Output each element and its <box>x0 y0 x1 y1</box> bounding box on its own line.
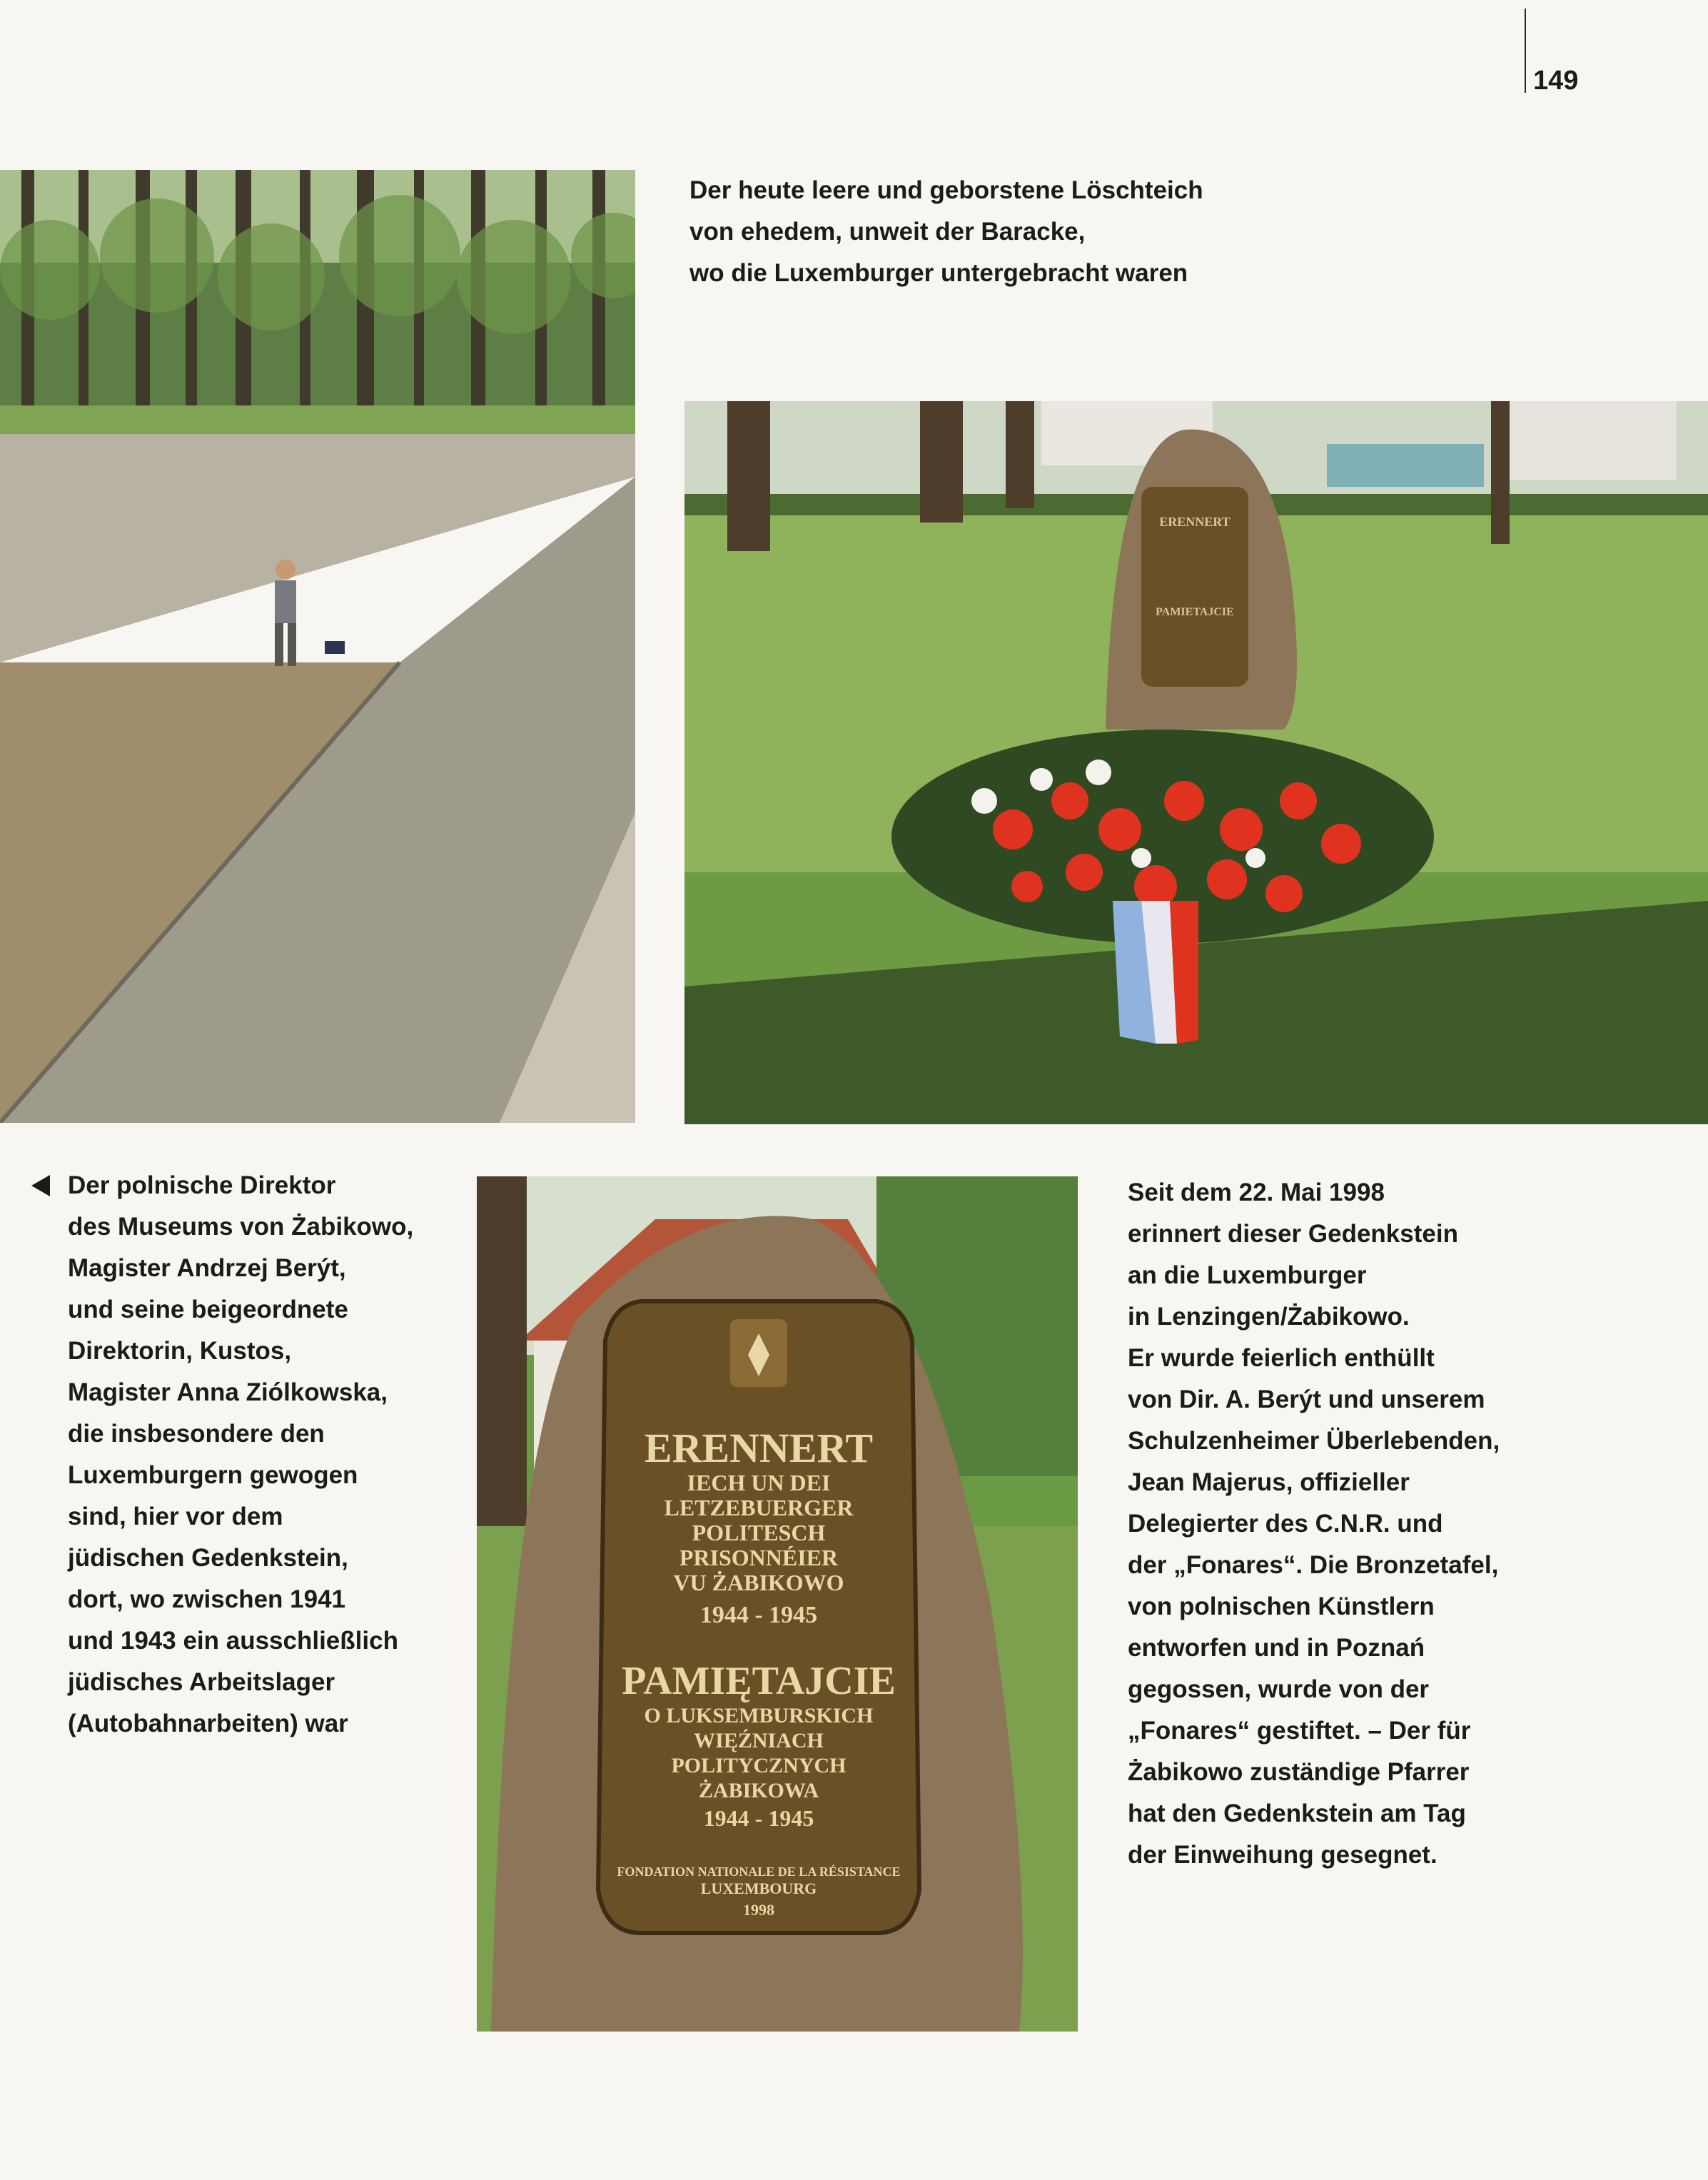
page-number-rule <box>1525 9 1526 93</box>
memorial-plaque-photo <box>477 1176 1078 2032</box>
caption-line: jüdisches Arbeitslager <box>68 1668 335 1696</box>
small-plaque-heading-pl: PAMIETAJCIE <box>1156 606 1234 618</box>
caption-line: Seit dem 22. Mai 1998 <box>1128 1179 1385 1206</box>
director-caption <box>68 1165 413 1745</box>
caption-line: von polnischen Künstlern <box>1128 1593 1435 1620</box>
plaque-line: POLITESCH <box>692 1520 826 1545</box>
caption-line: entworfen und in Poznań <box>1128 1634 1425 1662</box>
plaque-heading-lux: ERENNERT <box>644 1425 874 1471</box>
small-plaque-heading-lux: ERENNERT <box>1159 515 1231 529</box>
caption-line: von Dir. A. Berýt und unserem <box>1128 1386 1485 1413</box>
caption-line: Er wurde feierlich enthüllt <box>1128 1344 1435 1372</box>
caption-line: jüdischen Gedenkstein, <box>68 1544 348 1572</box>
fire-pond-caption <box>689 170 1203 294</box>
caption-line: Der heute leere und geborstene Löschteich <box>689 176 1203 204</box>
caption-line: an die Luxemburger <box>1128 1261 1367 1289</box>
plaque-heading-pl: PAMIĘTAJCIE <box>622 1659 896 1703</box>
caption-line: Luxemburgern gewogen <box>68 1461 358 1489</box>
left-arrow-icon <box>31 1175 50 1196</box>
caption-line: von ehedem, unweit der Baracke, <box>689 218 1086 246</box>
caption-line: sind, hier vor dem <box>68 1503 283 1530</box>
plaque-line: 1944 - 1945 <box>703 1805 814 1831</box>
caption-line: der „Fonares“. Die Bronzetafel, <box>1128 1551 1499 1579</box>
plaque-line: VU ŻABIKOWO <box>673 1570 844 1595</box>
caption-line: Jean Majerus, offizieller <box>1128 1468 1410 1496</box>
caption-line: dort, wo zwischen 1941 <box>68 1585 345 1613</box>
memorial-caption <box>1128 1172 1500 1876</box>
caption-line: hat den Gedenkstein am Tag <box>1128 1800 1466 1827</box>
plaque-line: 1944 - 1945 <box>699 1602 818 1628</box>
caption-line: (Autobahnarbeiten) war <box>68 1710 348 1737</box>
caption-line: des Museums von Żabikowo, <box>68 1213 414 1241</box>
caption-line: Der polnische Direktor <box>68 1171 336 1199</box>
fire-pond-photo <box>0 170 635 1123</box>
memorial-wreath-photo <box>684 401 1708 1124</box>
caption-line: und seine beigeordnete <box>68 1296 348 1323</box>
plaque-line: O LUKSEMBURSKICH <box>644 1704 874 1727</box>
caption-line: Schulzenheimer Überlebenden, <box>1128 1427 1500 1455</box>
plaque-line: ŻABIKOWA <box>698 1779 819 1802</box>
plaque-line: POLITYCZNYCH <box>671 1754 847 1777</box>
caption-line: in Lenzingen/Żabikowo. <box>1128 1303 1410 1331</box>
plaque-line: WIĘŹNIACH <box>694 1729 824 1752</box>
caption-line: die insbesondere den <box>68 1420 325 1448</box>
caption-line: der Einweihung gesegnet. <box>1128 1841 1437 1869</box>
caption-line: „Fonares“ gestiftet. – Der für <box>1128 1717 1471 1745</box>
caption-line: Direktorin, Kustos, <box>68 1337 292 1365</box>
page-number: 149 <box>1533 66 1579 96</box>
caption-line: gegossen, wurde von der <box>1128 1675 1430 1703</box>
plaque-foundation-line: 1998 <box>743 1901 774 1919</box>
caption-line: und 1943 ein ausschließlich <box>68 1627 398 1655</box>
caption-line: Magister Anna Ziólkowska, <box>68 1378 388 1406</box>
caption-line: wo die Luxemburger untergebracht waren <box>689 259 1188 287</box>
plaque-line: LETZEBUERGER <box>664 1495 854 1520</box>
caption-line: Żabikowo zuständige Pfarrer <box>1128 1758 1470 1786</box>
plaque-foundation-line: FONDATION NATIONALE DE LA RÉSISTANCE <box>617 1864 901 1879</box>
caption-line: Magister Andrzej Berýt, <box>68 1254 346 1282</box>
caption-line: erinnert dieser Gedenkstein <box>1128 1220 1458 1248</box>
plaque-foundation-line: LUXEMBOURG <box>700 1879 817 1897</box>
plaque-line: PRISONNÉIER <box>679 1545 839 1570</box>
caption-line: Delegierter des C.N.R. und <box>1128 1510 1443 1538</box>
plaque-line: IECH UN DEI <box>687 1470 831 1495</box>
